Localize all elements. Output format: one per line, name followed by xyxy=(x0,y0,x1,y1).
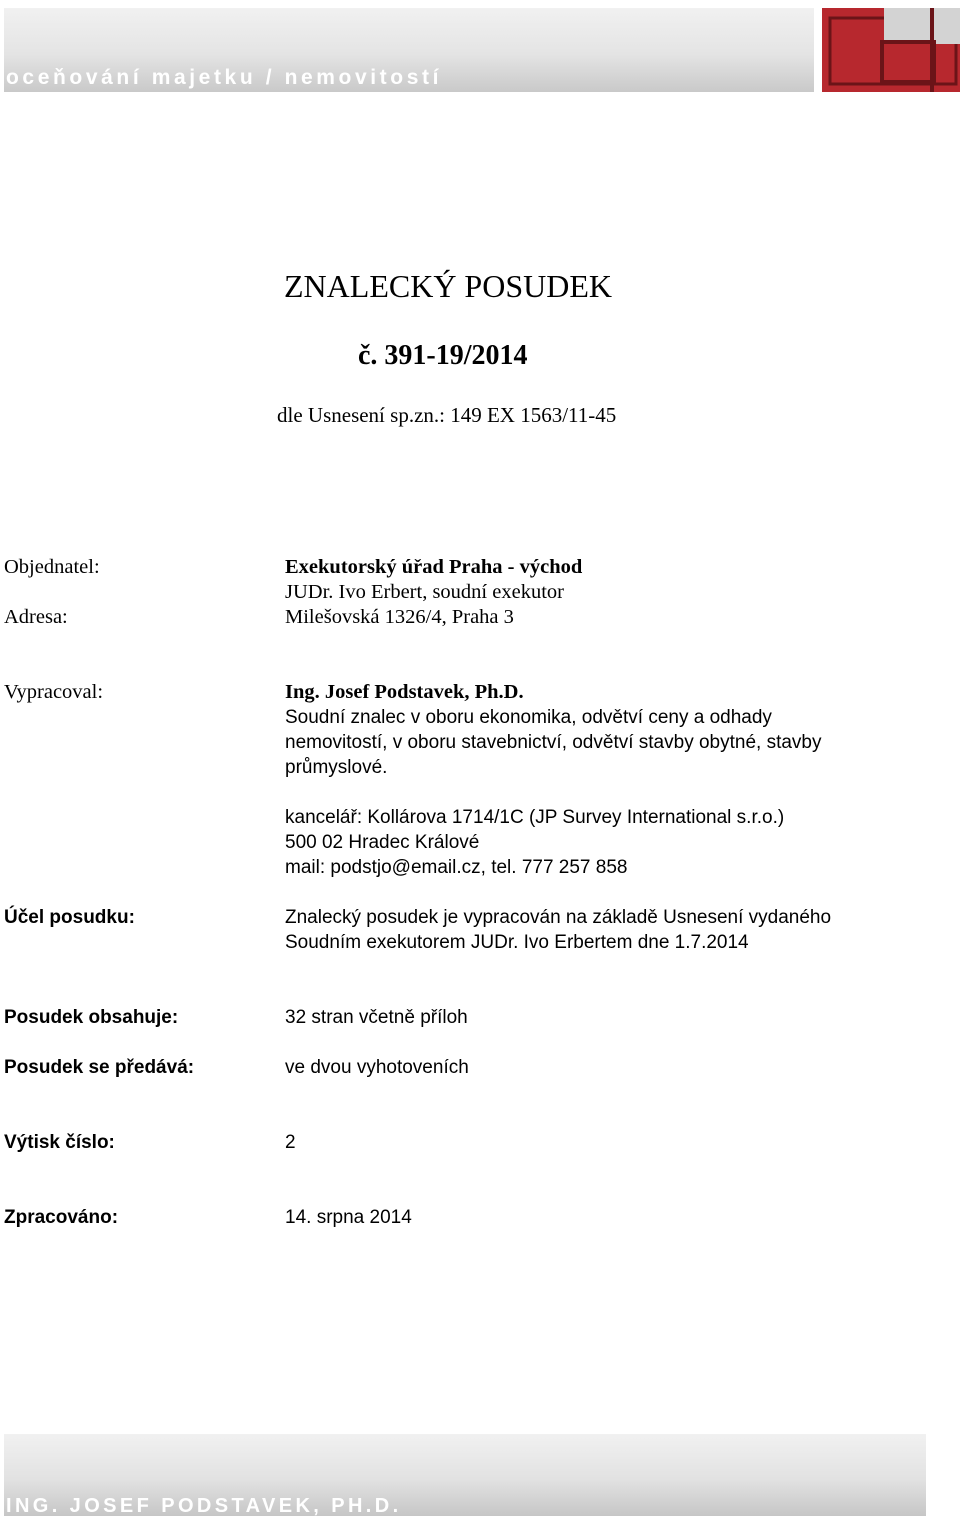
copy-value: 2 xyxy=(285,1132,296,1153)
footer-banner xyxy=(4,1434,926,1516)
purpose-line: Znalecký posudek je vypracován na základě Usnesení vydaného xyxy=(285,907,832,928)
processed-label: Zpracováno: xyxy=(4,1207,119,1228)
processed-date: 14. srpna 2014 xyxy=(285,1207,412,1228)
delivery-value: ve dvou vyhotoveních xyxy=(285,1057,469,1078)
footer-author-name: ING. JOSEF PODSTAVEK, PH.D. xyxy=(6,1495,402,1517)
delivery-label: Posudek se předává: xyxy=(4,1057,195,1078)
company-logo xyxy=(822,8,960,92)
document-number: č. 391-19/2014 xyxy=(358,340,528,371)
copy-label: Výtisk číslo: xyxy=(4,1132,115,1153)
author-city: 500 02 Hradec Králové xyxy=(285,832,480,853)
author-description-line: průmyslové. xyxy=(285,757,388,778)
client-label: Objednatel: xyxy=(4,556,100,578)
author-description-line: Soudní znalec v oboru ekonomika, odvětví ceny a odhady xyxy=(285,707,772,728)
purpose-line: Soudním exekutorem JUDr. Ivo Erbertem dne 1.7.2014 xyxy=(285,932,749,953)
author-description-line: nemovitostí, v oboru stavebnictví, odvětví stavby obytné, stavby xyxy=(285,732,822,753)
header-tagline: oceňování majetku / nemovitostí xyxy=(6,66,443,89)
logo-grey-block xyxy=(884,8,960,44)
author-label: Vypracoval: xyxy=(4,681,104,703)
header-banner xyxy=(4,8,814,92)
client-name: Exekutorský úřad Praha - východ xyxy=(285,556,583,578)
resolution-reference: dle Usnesení sp.zn.: 149 EX 1563/11-45 xyxy=(277,403,617,427)
purpose-label: Účel posudku: xyxy=(4,907,135,928)
document-title: ZNALECKÝ POSUDEK xyxy=(284,268,612,304)
address-label: Adresa: xyxy=(4,606,68,628)
author-office: kancelář: Kollárova 1714/1C (JP Survey International s.r.o.) xyxy=(285,807,785,828)
contents-value: 32 stran včetně příloh xyxy=(285,1007,468,1028)
author-name: Ing. Josef Podstavek, Ph.D. xyxy=(285,681,524,703)
contents-label: Posudek obsahuje: xyxy=(4,1007,179,1028)
client-address: Milešovská 1326/4, Praha 3 xyxy=(285,606,514,628)
author-contact: mail: podstjo@email.cz, tel. 777 257 858 xyxy=(285,857,628,878)
client-person: JUDr. Ivo Erbert, soudní exekutor xyxy=(285,581,564,603)
